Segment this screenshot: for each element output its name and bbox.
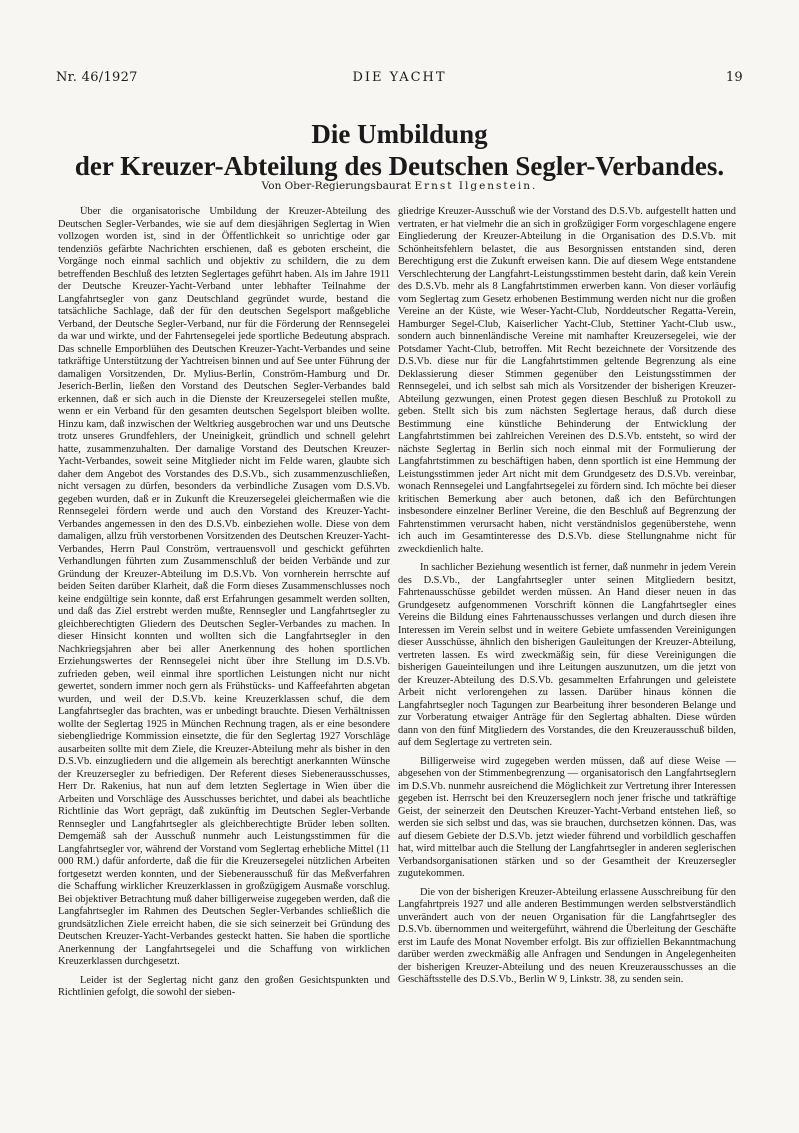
issue-number: Nr. 46/1927 xyxy=(56,70,138,85)
paragraph: In sachlicher Beziehung wesentlich ist ferner, daß nunmehr in jedem Verein des D.S.Vb., der Langfahrtsegler unter seinen Mitgliedern besitzt, Fahrtenausschüsse gebildet werden müssen. An Hand dieser neuen in das Grundgesetz aufgenommenen Vorschrift können die Langfahrtsegler eines Vereins die Bildung eines Fahrtenausschusses verlangen und durch diesen ihre Interessen im Verein selbst und in weitere Gebiete umfassenden Vereinigungen dieser Ausschüsse, ähnlich den bisherigen Gauleitungen der Kreuzer-Abteilung, vertreten lassen. Es wird zweckmäßig sein, für diese Vereinigungen die bisherigen Gaueinteilungen und ihre Leitungen auszunutzen, um die jetzt von der Kreuzer-Abteilung des D.S.Vb. gesammelten Erfahrungen und geleistete Arbeit nicht verlorengehen zu lassen. Darüber hinaus können die Langfahrtsegler noch Tagungen zur Bearbeitung ihrer besonderen Belange und zur Vorberatung etwaiger Anträge für den Seglertag abhalten. Diese würden dann von den fünf Mitgliedern des Vorstandes, die den Kreuzerausschuß bilden, auf dem Seglertage zu vertreten sein. xyxy=(398,562,736,748)
running-header xyxy=(56,70,743,90)
right-column xyxy=(398,206,736,1086)
magazine-title: DIE YACHT xyxy=(352,70,447,85)
paragraph: Über die organisatorische Umbildung der Kreuzer-Abteilung des Deutschen Segler-Verbandes, wie sie auf dem diesjährigen Seglertag in Wien vollzogen worden ist, sind in der Öffentlichkeit so unrichtige oder gar tendenziös gefärbte Nachrichten erschienen, daß es geboten erscheint, die Vorgänge noch einmal sachlich und objektiv zu schildern, die zu dem betreffenden Beschluß des letzten Seglertages geführt haben. Als im Jahre 1911 der Deutsche Kreuzer-Yacht-Verband unter lebhafter Teilnahme der Langfahrtsegler von ganz Deutschland gegründet wurde, bestand die tatsächliche Sachlage, daß der für den deutschen Segelsport maßgebliche Verband, der Deutsche Segler-Verband, nur für die Förderung der Rennsegelei da war und wirkte, und der Fahrtensegelei jede sportliche Bedeutung absprach. Das schnelle Emporblühen des Deutschen Kreuzer-Yacht-Verbandes und seine tatkräftige Unterstützung der Yachtreisen binnen und auf See unter Führung der damaligen Vorsitzenden, Dr. Mylius-Berlin, Conström-Hamburg und Dr. Jeserich-Berlin, ließen den Vorstand des Deutschen Segler-Verbandes bald erkennen, daß er sich auch in die Dienste der Kreuzersegelei stellen mußte, wenn er ein Verband für den gesamten deutschen Segelsport bleiben wollte. Hinzu kam, daß inzwischen der Weltkrieg ausgebrochen war und uns Deutsche trotz unseres Grundfehlers, der Uneinigkeit, gründlich und schnell gelehrt hatte, zusammenzuhalten. Der damalige Vorstand des Deutschen Kreuzer-Yacht-Verbandes, soweit seine Mitglieder nicht im Felde waren, glaubte sich daher dem Angebot des Vorstandes des D.S.Vb., sich zusammenzuschließen, nicht versagen zu dürfen, besonders da verbindliche Zusagen vom D.S.Vb. gegeben wurden, daß er in Zukunft die Kreuzersegelei gleichermaßen wie die Rennsegelei fördern werde und auch den Vorstand des Kreuzer-Yacht-Verbandes angemessen in den des D.S.Vb. einbeziehen wolle. Diese von dem damaligen, allzu früh verstorbenen Vorsitzenden des Deutschen Kreuzer-Yacht-Verbandes, Herrn Paul Conström, vertrauensvoll und geschickt geführten Verhandlungen führten zum Zusammenschluß der beiden Verbände und zur Gründung der Kreuzer-Abteilung im D.S.Vb. Von vornherein herrschte auf beiden Seiten darüber Klarheit, daß die Form dieses Zusammenschlusses noch keine endgültige sein konnte, daß erst Erfahrungen gesammelt werden sollten, und daß das Ziel erstrebt werden mußte, Rennsegler und Langfahrtsegler zu gleichberechtigten Gliedern des Deutschen Segler-Verbandes zu machen. In dieser Hinsicht konnten und wollten sich die Langfahrtsegler in den Nachkriegsjahren aber bei aller Anerkennung des hohen sportlichen Erziehungswertes der Rennsegelei nicht über ihre Stellung im D.S.Vb. zufrieden geben, weil einmal ihre sportlichen Leistungen nicht nur nicht gewertet, sondern immer noch gern als Frühstücks- und Kaffeefahrten abgetan wurden, und weil der D.S.Vb. keine Kreuzerklassen schuf, die dem Langfahrtsegler das brachten, was er unbedingt brauchte. Diesen Verhältnissen wollte der Seglertag 1925 in München Rechnung tragen, als er eine besondere siebengliedrige Kommission einsetzte, die für den Seglertag 1927 Vorschläge ausarbeiten sollte mit dem Ziele, die Kreuzer-Abteilung mehr als bisher in den D.S.Vb. einzugliedern und die allgemein als berechtigt anerkannten Wünsche der Kreuzersegler zu befriedigen. Der Referent dieses Siebenerausschusses, Herr Dr. Rakenius, hat nun auf dem letzten Seglertage in Wien über die Arbeiten und Vorschläge des Ausschusses berichtet, und dabei als beachtliche Richtlinie das Wort geprägt, daß zukünftig im Deutschen Segler-Verbande Rennsegler und Langfahrtsegler als gleichberechtigte Brüder leben sollten. Demgemäß sah der Ausschuß nunmehr auch Leistungsstimmen für die Langfahrtsegler vor, während der Vorstand vom Seglertag erhebliche Mittel (11 000 RM.) dafür anforderte, daß die für die Kreuzersegelei nützlichen Arbeiten fortgesetzt werden konnten, und der Siebenerausschuß für das Meßverfahren die Schaffung wirklicher Kreuzerklassen in großzügigem Ausmaße vorschlug. Bei objektiver Betrachtung muß daher billigerweise zugegeben werden, daß die Langfahrtsegler im Rahmen des Deutschen Segler-Verbandes schließlich die grundsätzlichen Ziele erreicht haben, die sie sich seinerzeit bei Gründung des Deutschen Kreuzer-Yacht-Verbandes gesteckt hatten. Sie haben die sportliche Anerkennung der Langfahrtsegelei und die Schaffung von wirklichen Kreuzerklassen durchgesetzt. xyxy=(58,206,390,967)
byline xyxy=(0,180,799,192)
title-line-2: der Kreuzer-Abteilung des Deutschen Segler-Verbandes. xyxy=(74,151,725,181)
paragraph: Leider ist der Seglertag nicht ganz den großen Gesichtspunkten und Richtlinien gefolgt, die sowohl der sieben- xyxy=(58,974,390,998)
article-title xyxy=(40,118,759,182)
left-column xyxy=(58,206,390,1096)
paragraph: Billigerweise wird zugegeben werden müssen, daß auf diese Weise — abgesehen von der Stimmenbegrenzung — organisatorisch den Langfahrtseglern im D.S.Vb. nunmehr ausreichend die Möglichkeit zur Vertretung ihrer Interessen gegeben ist. Herrscht bei den Kreuzerseglern noch jener frische und tatkräftige Geist, der seinerzeit den Deutschen Kreuzer-Yacht-Verband entstehen ließ, so werden sie sich selbst und das, was sie brauchen, durchsetzen können. Das, was auf diesem Gebiete der D.S.Vb. jetzt wieder führend und vorbildlich geschaffen hat, wird mittelbar auch die Stellung der Langfahrtsegler in anderen seglerischen Verbandsorganisationen stärken und so der Gesamtheit der Kreuzersegler zugutekommen. xyxy=(398,755,736,879)
title-line-1: Die Umbildung xyxy=(311,119,488,149)
paragraph: gliedrige Kreuzer-Ausschuß wie der Vorstand des D.S.Vb. aufgestellt hatten und vertraten, er hat vielmehr die an sich in großzügiger Form vorgeschlagene engere Eingliederung der Kreuzer-Abteilung in die Organisation des D.S.Vb. mit Schönheitsfehlern belastet, die aus Besorgnissen entstanden sind, deren Berechtigung erst die Zukunft erweisen kann. Die auf diesem Wege entstandene Verschlechterung der Langfahrt-Leistungsstimmen besteht darin, daß kein Verein des D.S.Vb. mehr als 8 Langfahrtstimmen erwerben kann. Von dieser vorläufig vom Seglertag zum Gesetz erhobenen Bestimmung werden nicht nur die großen Vereine an der Küste, wie Weser-Yacht-Club, Norddeutscher Regatta-Verein, Hamburger Segel-Club, Kaiserlicher Yacht-Club, Stettiner Yacht-Club usw., sondern auch binnenländische Vereine mit namhafter Kreuzersegelei, wie der Potsdamer Yacht-Club, betroffen. Mit Recht bezeichnete der Vorsitzende des D.S.Vb. diese nur für die Langfahrtstimmen geltende Begrenzung als eine Deklassierung dieser Stimmen gegenüber den Leistungsstimmen der Rennsegelei, und ich selbst sah mich als Vorsitzender der bisherigen Kreuzer-Abteilung gezwungen, einen Protest gegen diesen Beschluß zu Protokoll zu geben. Stellt sich bis zum nächsten Seglertage heraus, daß durch diese Bestimmung eine künstliche Behinderung der Entwicklung der Langfahrtstimmen bei zahlreichen Vereinen des D.S.Vb. entsteht, so wird der nächste Seglertag in Berlin sich noch einmal mit der Formulierung der Langfahrtstimmen zu beschäftigen haben, denn sportlich ist eine Hemmung der Leistungsstimmen jeder Art nicht mit dem Grundgesetz des D.S.Vb. vereinbar, wonach Rennsegelei und Langfahrtsegelei zu fördern sind. Ich möchte bei dieser kritischen Bemerkung aber auch betonen, daß ich den Befürchtungen insbesondere einzelner Berliner Vereine, die den Beschluß auf Begrenzung der Fahrtenstimmen verursacht haben, nicht verständnislos gegenüberstehe, wenn ich auch im Gesamtinteresse des D.S.Vb. diese Stellungnahme nicht für zweckdienlich halte. xyxy=(398,206,736,555)
paragraph: Die von der bisherigen Kreuzer-Abteilung erlassene Ausschreibung für den Langfahrtpreis 1927 und alle anderen Bestimmungen werden selbstverständlich unverändert auch von der neuen Organisation für die Langfahrtsegler des D.S.Vb. übernommen und weitergeführt, während die Überleitung der Geschäfte erst im Laufe des Monat November erfolgt. Bis zur offiziellen Bekanntmachung darüber werden zweckmäßig alle Anfragen und Sendungen in Angelegenheiten der bisherigen Kreuzer-Abteilung und des neuen Kreuzerausschusses an die Geschäftsstelle des D.S.Vb., Berlin W 9, Linkstr. 38, zu senden sein. xyxy=(398,886,736,985)
page-number: 19 xyxy=(725,70,743,85)
byline-prefix: Von Ober-Regierungsbaurat xyxy=(261,180,412,192)
byline-author: Ernst Ilgenstein. xyxy=(414,180,538,192)
